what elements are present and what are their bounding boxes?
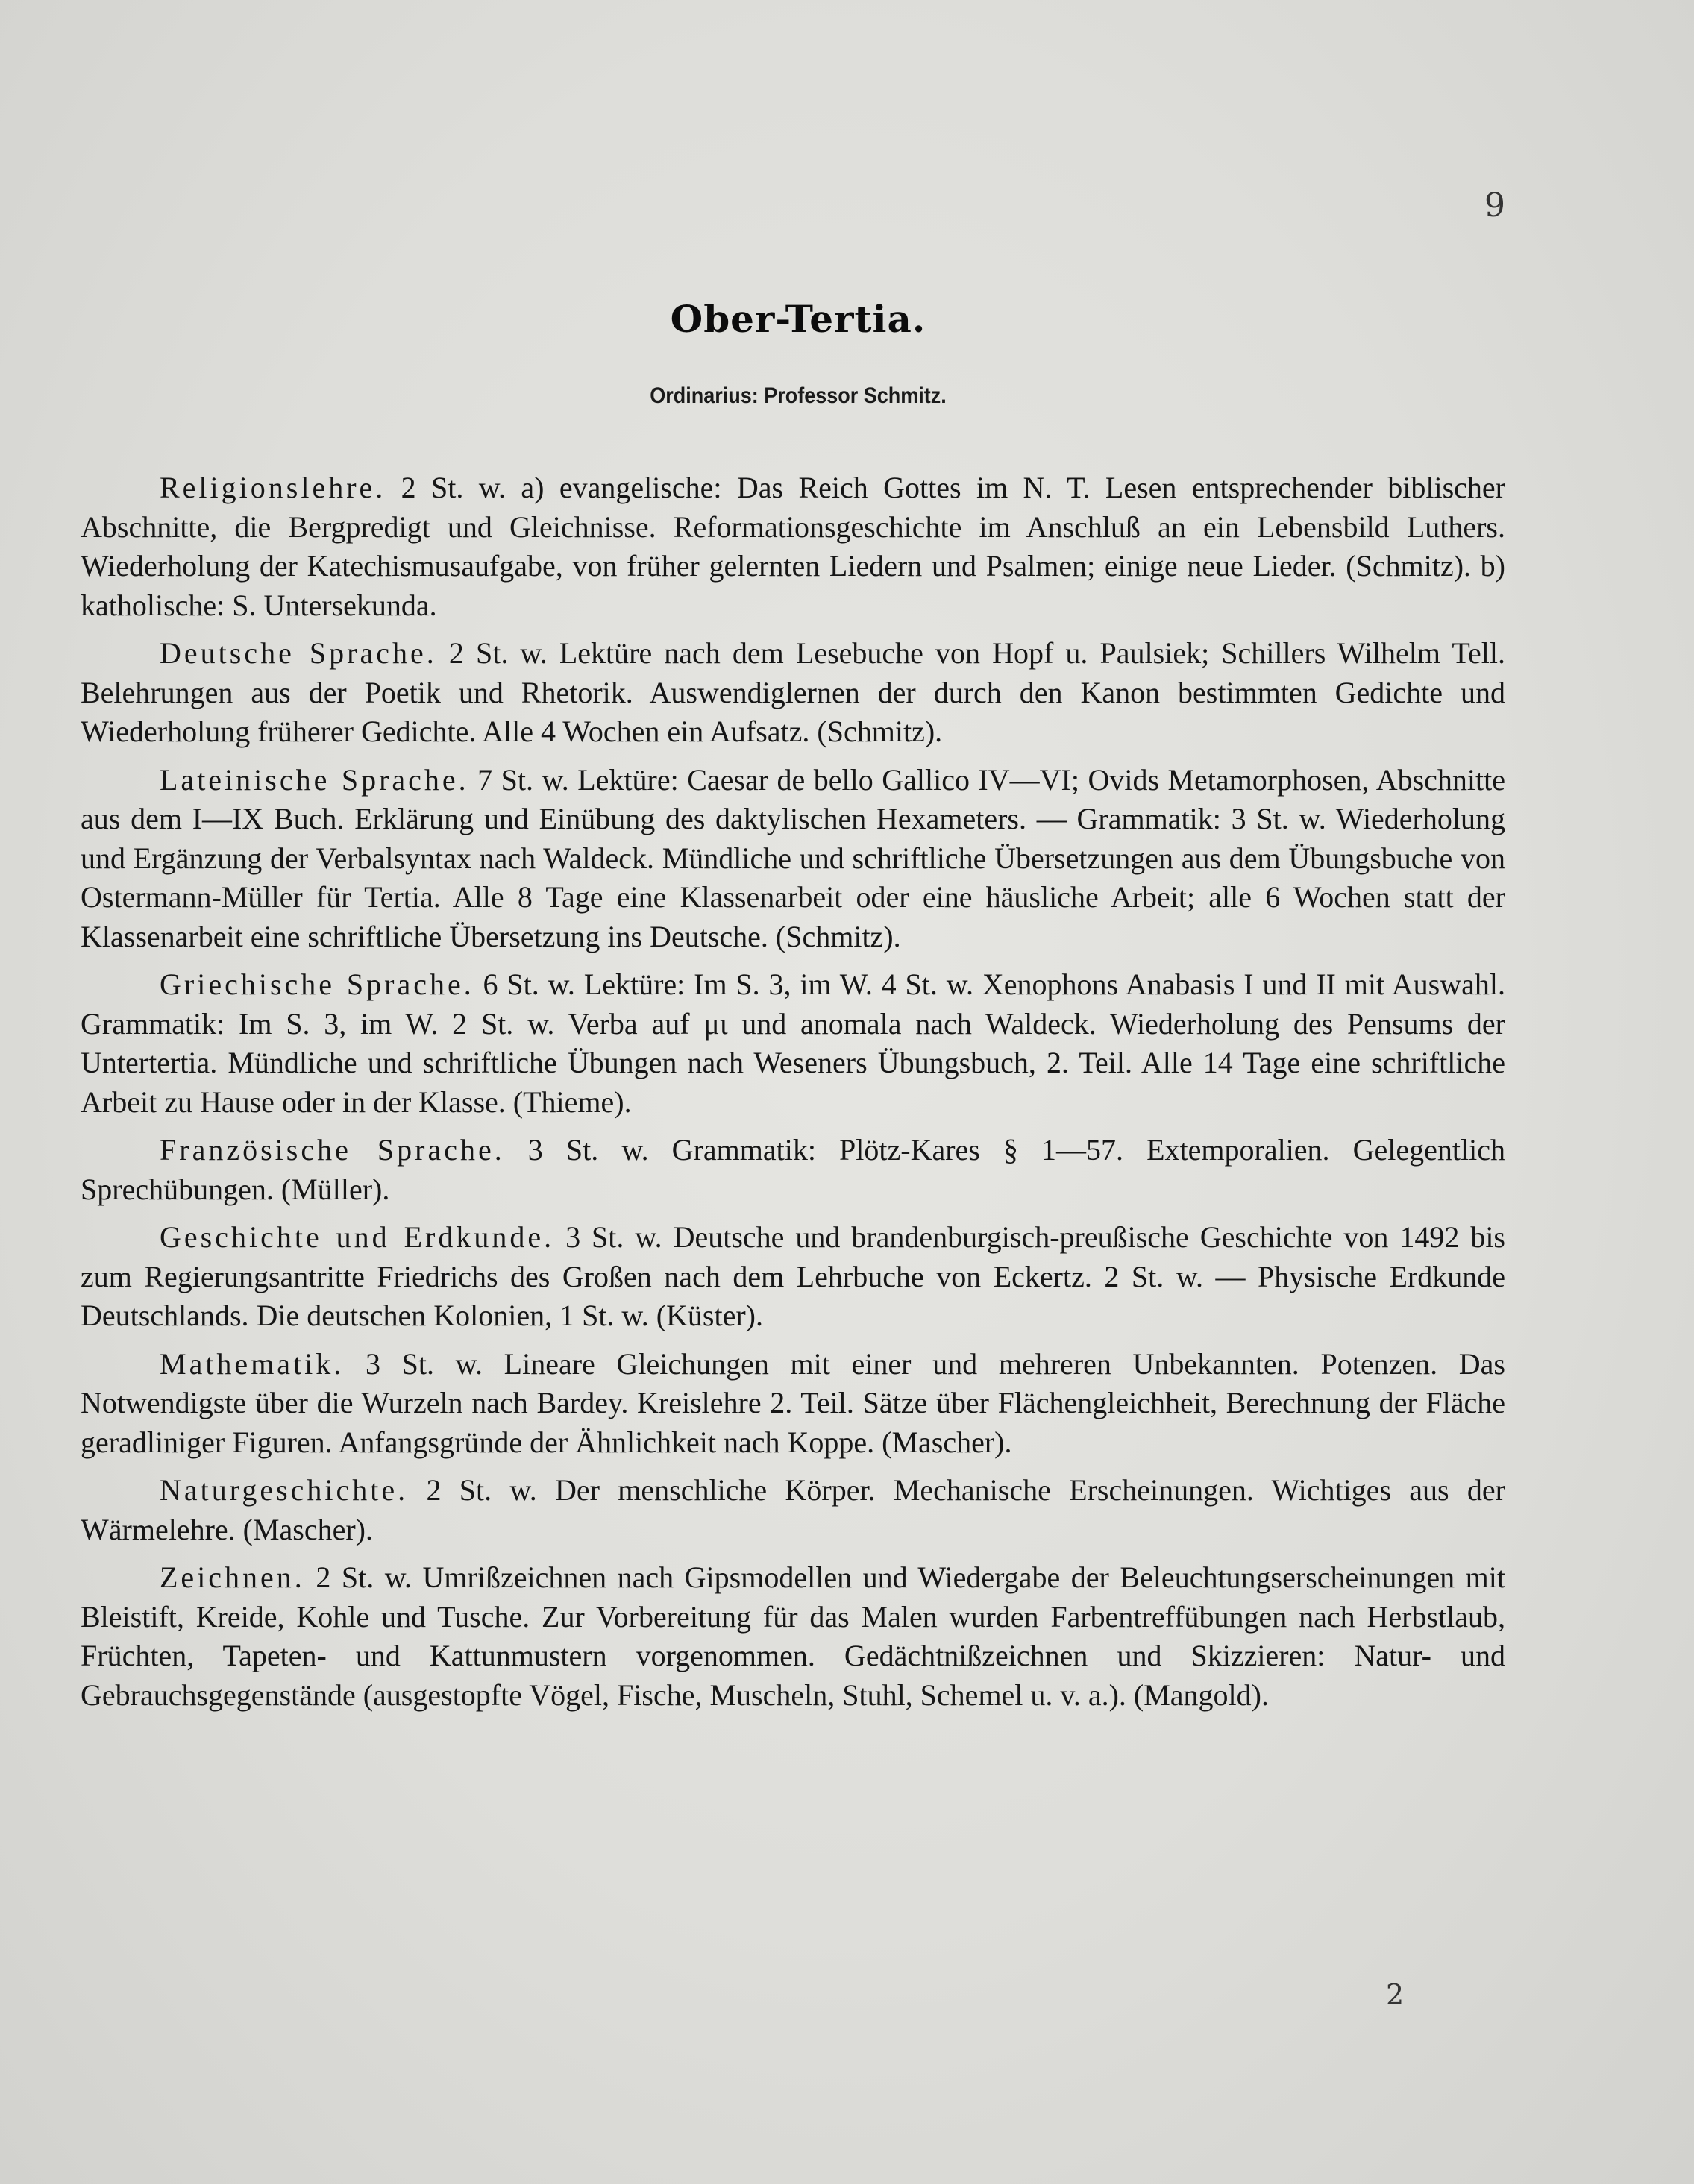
subject-heading: Französische Sprache. [160, 1133, 505, 1167]
subject-heading: Deutsche Sprache. [160, 636, 437, 670]
page-number: 9 [1484, 186, 1505, 225]
paragraph-text: 3 St. w. Deutsche und brandenburgisch-preußische Geschichte von 1492 bis zum Regierungsantritte Friedrichs des Großen nach dem Lehrbuche von Eckertz. 2 St. w. — Physische Erdkunde Deutschlands. Die deutschen Kolonien, 1 St. w. (Küster). [81, 1220, 1506, 1332]
paragraph-text: 2 St. w. Lektüre nach dem Lesebuche von Hopf u. Paulsiek; Schillers Wilhelm Tell. Belehrungen aus der Poetik und Rhetorik. Auswendiglernen der durch den Kanon bestimmten Gedichte und Wiederholung früherer Gedichte. Alle 4 Wochen ein Aufsatz. (Schmitz). [81, 636, 1506, 748]
class-teacher-line: Ordinarius: Professor Schmitz. [650, 383, 947, 408]
paragraph-text: 7 St. w. Lektüre: Caesar de bello Gallico IV—VI; Ovids Metamorphosen, Abschnitte aus dem I—IX Buch. Erklärung und Einübung des daktylischen Hexameters. — Grammatik: 3 St. w. Wiederholung und Ergänzung der Verbalsyntax nach Waldeck. Mündliche und schriftliche Übersetzungen aus dem Übungsbuche von Ostermann-Müller für Tertia. Alle 8 Tage eine Klassenarbeit oder eine häusliche Arbeit; alle 6 Wochen statt der Klassenarbeit eine schriftliche Übersetzung ins Deutsche. (Schmitz). [81, 762, 1506, 953]
paragraph-text: 2 St. w. Umrißzeichnen nach Gipsmodellen und Wiedergabe der Beleuchtungserscheinungen mit Bleistift, Kreide, Kohle und Tusche. Zur Vorbereitung für das Malen wurden Farbentreffübungen nach Herbstlaub, Früchten, Tapeten- und Kattunmustern vorgenommen. Gedächtnißzeichnen und Skizzieren: Natur- und Gebrauchsgegenstände (ausgestopfte Vögel, Fische, Muscheln, Stuhl, Schemel u. v. a.). (Mangold). [81, 1560, 1505, 1712]
paragraph-mathematics [81, 1345, 1505, 1463]
subject-heading: Zeichnen. [160, 1560, 305, 1594]
paragraph-drawing [81, 1558, 1505, 1715]
subject-heading: Mathematik. [160, 1346, 345, 1381]
paragraph-text: 3 St. w. Lineare Gleichungen mit einer und mehreren Unbekannten. Potenzen. Das Notwendigste über die Wurzeln nach Bardey. Kreislehre 2. Teil. Sätze über Flächengleichheit, Berechnung der Fläche geradliniger Figuren. Anfangsgründe der Ähnlichkeit nach Koppe. (Mascher). [81, 1346, 1505, 1459]
section-title: Ober-Tertia. [670, 297, 926, 341]
paragraph-german [81, 634, 1505, 752]
paragraph-latin [81, 761, 1505, 957]
paragraph-greek [81, 965, 1505, 1122]
paragraph-text: 6 St. w. Lektüre: Im S. 3, im W. 4 St. w. Xenophons Anabasis I und II mit Auswahl. Grammatik: Im S. 3, im W. 2 St. w. Verba auf μι und anomala nach Waldeck. Wiederholung des Pensums der Untertertia. Mündliche und schriftliche Übungen nach Weseners Übungsbuch, 2. Teil. Alle 14 Tage eine schriftliche Arbeit zu Hause oder in der Klasse. (Thieme). [81, 967, 1505, 1119]
paragraph-text: 2 St. w. Der menschliche Körper. Mechanische Erscheinungen. Wichtiges aus der Wärmelehre. (Mascher). [81, 1473, 1505, 1546]
paragraph-history-geography [81, 1218, 1505, 1336]
subject-heading: Naturgeschichte. [160, 1473, 409, 1507]
paragraph-french [81, 1131, 1505, 1209]
subject-heading: Lateinische Sprache. [160, 762, 469, 797]
signature-mark: 2 [1386, 1978, 1405, 2011]
subject-heading: Religionslehre. [160, 471, 386, 504]
paragraph-text: 3 St. w. Grammatik: Plötz-Kares § 1—57. Extemporalien. Gelegentlich Sprechübungen. (Müller). [81, 1133, 1505, 1206]
curriculum-body [81, 468, 1505, 1724]
subject-heading: Geschichte und Erdkunde. [160, 1220, 555, 1254]
paragraph-natural-history [81, 1471, 1505, 1549]
paragraph-text: 2 St. w. a) evangelische: Das Reich Gottes im N. T. Lesen entsprechender biblischer Abschnitte, die Bergpredigt und Gleichnisse. Reformationsgeschichte im Anschluß an ein Lebensbild Luthers. Wiederholung der Katechismusaufgabe, von früher gelernten Liedern und Psalmen; einige neue Lieder. (Schmitz). b) katholische: S. Untersekunda. [81, 471, 1505, 622]
paragraph-religion [81, 468, 1505, 625]
subject-heading: Griechische Sprache. [160, 967, 474, 1001]
